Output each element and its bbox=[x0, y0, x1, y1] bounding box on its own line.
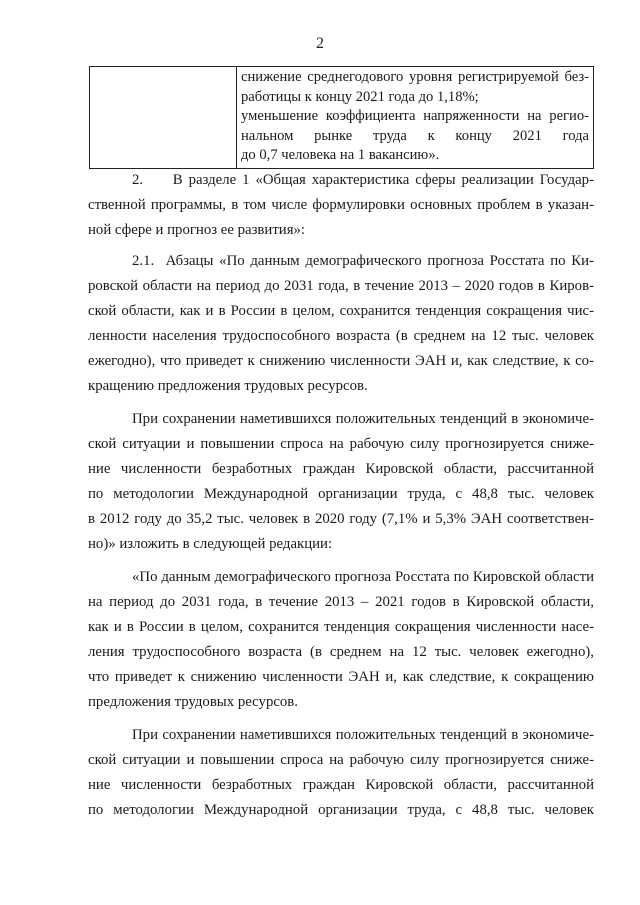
text-line: ской области, как и в России в целом, сохранится тенденция сокращения чис- bbox=[88, 303, 594, 319]
text-line: предложения трудовых ресурсов. bbox=[88, 694, 298, 710]
text-line: ленности населения трудоспособного возраста (в среднем на 12 тыс. человек bbox=[88, 328, 594, 344]
table-line: снижение среднегодового уровня регистрируемой без- bbox=[241, 69, 589, 85]
text-line: «По данным демографического прогноза Росстата по Кировской области bbox=[132, 569, 594, 585]
table-cell-text bbox=[237, 67, 594, 169]
text-line: ления трудоспособного возраста (в среднем на 12 тыс. человек ежегодно), bbox=[88, 644, 594, 660]
paragraph-section-2 bbox=[88, 168, 594, 243]
text-line: по методологии Международной организации труда, с 48,8 тыс. человек bbox=[88, 486, 594, 502]
table-line: до 0,7 человека на 1 вакансию». bbox=[241, 147, 440, 163]
text-line: в 2012 году до 35,2 тыс. человек в 2020 году (7,1% и 5,3% ЭАН соответствен- bbox=[88, 511, 594, 527]
paragraph-forecast-old bbox=[88, 407, 594, 557]
text-line: ственной программы, в том числе формулировки основных проблем в указан- bbox=[88, 197, 594, 213]
table-line: работицы к концу 2021 года до 1,18%; bbox=[241, 88, 479, 105]
paragraph-new-demography bbox=[88, 565, 594, 715]
text-line: ской ситуации и повышении спроса на рабочую силу прогнозируется сниже- bbox=[88, 436, 594, 452]
text-line: но)» изложить в следующей редакции: bbox=[88, 536, 333, 552]
table-line: нальном рынке труда к концу 2021 года bbox=[241, 127, 589, 144]
table-line: уменьшение коэффициента напряженности на регио- bbox=[241, 108, 589, 124]
text-line: по методологии Международной организации труда, с 48,8 тыс. человек bbox=[88, 802, 594, 818]
text-line: При сохранении наметившихся положительных тенденций в экономиче- bbox=[132, 411, 594, 427]
table-row bbox=[90, 67, 594, 169]
text-line: как и в России в целом, сохранится тенденция сокращения численности насе- bbox=[88, 619, 594, 635]
table-fragment bbox=[89, 66, 594, 169]
text-line: ние численности безработных граждан Кировской области, рассчитанной bbox=[88, 461, 594, 477]
text-line: ной сфере и прогноз ее развития»: bbox=[88, 222, 306, 238]
text-line: ровской области на период до 2031 года, в течение 2013 – 2020 годов в Киров- bbox=[88, 278, 594, 294]
table-cell-empty bbox=[90, 67, 237, 169]
paragraph-2-1 bbox=[88, 249, 594, 399]
text-line: ежегодно), что приведет к снижению численности ЭАН и, как следствие, к со- bbox=[88, 353, 594, 369]
text-line: 2. В разделе 1 «Общая характеристика сферы реализации Государ- bbox=[132, 172, 594, 188]
paragraph-new-forecast bbox=[88, 723, 594, 823]
text-line: При сохранении наметившихся положительных тенденций в экономиче- bbox=[132, 727, 594, 743]
text-line: что приведет к снижению численности ЭАН и, как следствие, к сокращению bbox=[88, 669, 594, 685]
text-line: на период до 2031 года, в течение 2013 – 2021 годов в Кировской области, bbox=[88, 594, 594, 610]
text-line: кращению предложения трудовых ресурсов. bbox=[88, 378, 368, 394]
text-line: ской ситуации и повышении спроса на рабочую силу прогнозируется сниже- bbox=[88, 752, 594, 768]
page-number: 2 bbox=[316, 35, 324, 52]
body-text bbox=[88, 168, 594, 823]
text-line: ние численности безработных граждан Кировской области, рассчитанной bbox=[88, 777, 594, 793]
text-line: 2.1. Абзацы «По данным демографического прогноза Росстата по Ки- bbox=[132, 253, 594, 269]
